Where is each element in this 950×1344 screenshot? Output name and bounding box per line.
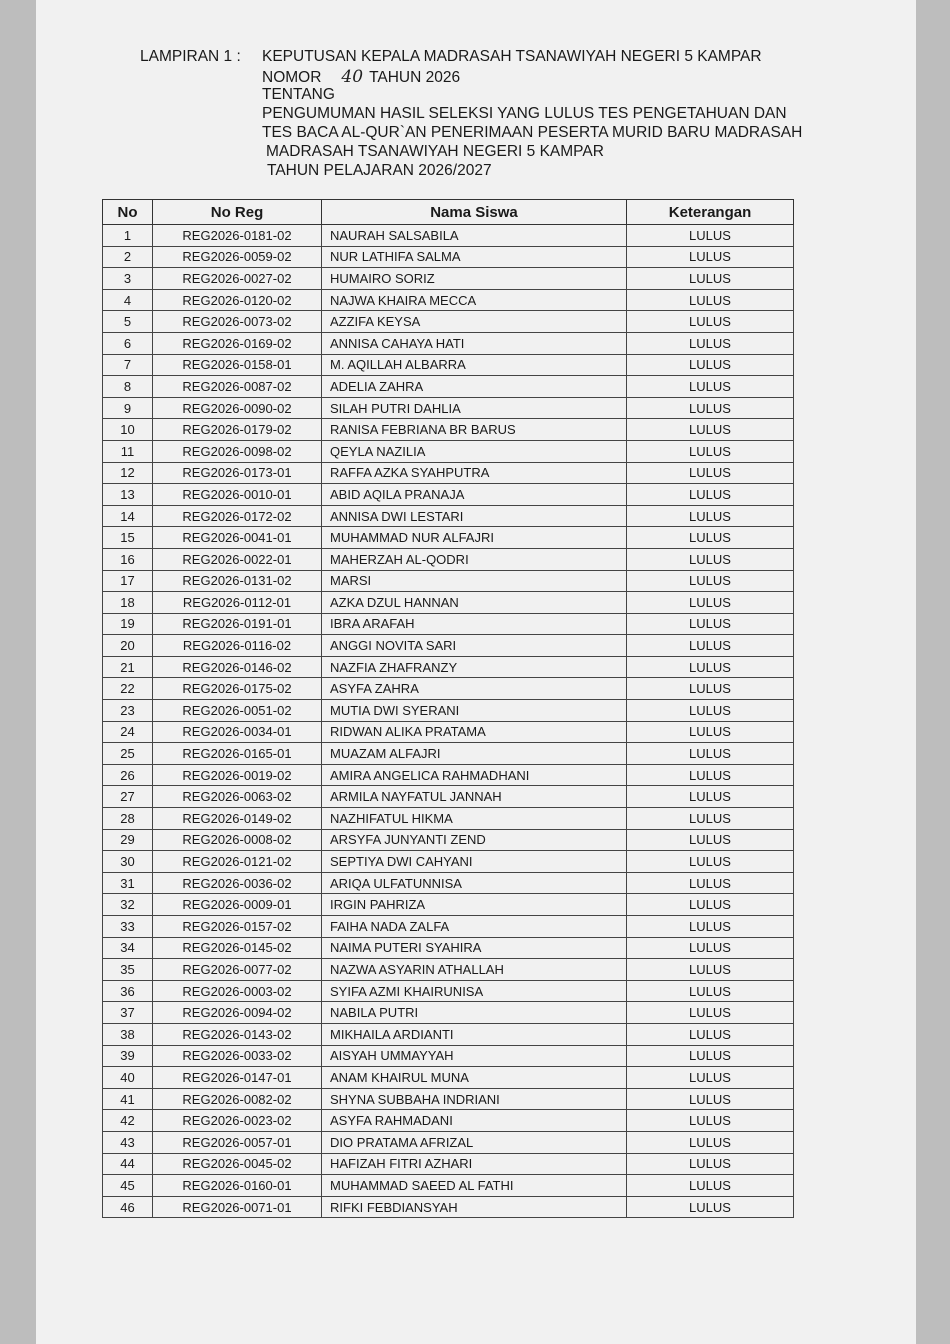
cell-nama-siswa: IBRA ARAFAH: [322, 613, 627, 635]
cell-nama-siswa: NAURAH SALSABILA: [322, 225, 627, 247]
cell-keterangan: LULUS: [627, 1045, 794, 1067]
cell-no-reg: REG2026-0041-01: [153, 527, 322, 549]
table-row: [103, 440, 794, 462]
cell-no-reg: REG2026-0010-01: [153, 484, 322, 506]
cell-nama-siswa: AZKA DZUL HANNAN: [322, 592, 627, 614]
cell-no-reg: REG2026-0036-02: [153, 872, 322, 894]
table-row: [103, 808, 794, 830]
cell-keterangan: LULUS: [627, 419, 794, 441]
table-row: [103, 1023, 794, 1045]
cell-nama-siswa: ANNISA CAHAYA HATI: [322, 332, 627, 354]
subject-line-4: TAHUN PELAJARAN 2026/2027: [267, 162, 492, 179]
cell-no: 12: [103, 462, 153, 484]
cell-no-reg: REG2026-0003-02: [153, 980, 322, 1002]
cell-no-reg: REG2026-0191-01: [153, 613, 322, 635]
cell-keterangan: LULUS: [627, 743, 794, 765]
cell-keterangan: LULUS: [627, 678, 794, 700]
cell-no-reg: REG2026-0175-02: [153, 678, 322, 700]
table-row: [103, 894, 794, 916]
cell-nama-siswa: SEPTIYA DWI CAHYANI: [322, 851, 627, 873]
cell-nama-siswa: M. AQILLAH ALBARRA: [322, 354, 627, 376]
cell-no-reg: REG2026-0121-02: [153, 851, 322, 873]
table-row: [103, 656, 794, 678]
cell-no: 43: [103, 1131, 153, 1153]
cell-nama-siswa: RIDWAN ALIKA PRATAMA: [322, 721, 627, 743]
cell-keterangan: LULUS: [627, 1110, 794, 1132]
cell-no: 1: [103, 225, 153, 247]
cell-no: 6: [103, 332, 153, 354]
cell-keterangan: LULUS: [627, 1131, 794, 1153]
table-row: [103, 678, 794, 700]
cell-keterangan: LULUS: [627, 851, 794, 873]
cell-no-reg: REG2026-0149-02: [153, 808, 322, 830]
cell-no: 36: [103, 980, 153, 1002]
cell-no: 14: [103, 505, 153, 527]
table-row: [103, 700, 794, 722]
document-header: [140, 48, 802, 181]
table-row: [103, 570, 794, 592]
cell-no-reg: REG2026-0157-02: [153, 916, 322, 938]
cell-no-reg: REG2026-0181-02: [153, 225, 322, 247]
cell-nama-siswa: ANGGI NOVITA SARI: [322, 635, 627, 657]
cell-no-reg: REG2026-0094-02: [153, 1002, 322, 1024]
cell-keterangan: LULUS: [627, 1196, 794, 1218]
table-row: [103, 1067, 794, 1089]
table-body: [103, 225, 794, 1218]
table-row: [103, 872, 794, 894]
cell-no-reg: REG2026-0022-01: [153, 548, 322, 570]
cell-nama-siswa: NAZWA ASYARIN ATHALLAH: [322, 959, 627, 981]
table-row: [103, 332, 794, 354]
cell-nama-siswa: NUR LATHIFA SALMA: [322, 246, 627, 268]
cell-keterangan: LULUS: [627, 311, 794, 333]
cell-nama-siswa: MUHAMMAD SAEED AL FATHI: [322, 1175, 627, 1197]
cell-keterangan: LULUS: [627, 635, 794, 657]
cell-nama-siswa: NAIMA PUTERI SYAHIRA: [322, 937, 627, 959]
cell-no-reg: REG2026-0023-02: [153, 1110, 322, 1132]
cell-keterangan: LULUS: [627, 1088, 794, 1110]
cell-no-reg: REG2026-0073-02: [153, 311, 322, 333]
cell-no: 29: [103, 829, 153, 851]
cell-nama-siswa: ASYFA RAHMADANI: [322, 1110, 627, 1132]
cell-keterangan: LULUS: [627, 397, 794, 419]
table-row: [103, 613, 794, 635]
cell-no-reg: REG2026-0160-01: [153, 1175, 322, 1197]
cell-no-reg: REG2026-0172-02: [153, 505, 322, 527]
column-header-no-reg: No Reg: [153, 200, 322, 225]
cell-no: 18: [103, 592, 153, 614]
cell-no-reg: REG2026-0173-01: [153, 462, 322, 484]
cell-no: 10: [103, 419, 153, 441]
cell-no: 2: [103, 246, 153, 268]
cell-keterangan: LULUS: [627, 786, 794, 808]
cell-keterangan: LULUS: [627, 1002, 794, 1024]
cell-keterangan: LULUS: [627, 268, 794, 290]
cell-keterangan: LULUS: [627, 548, 794, 570]
nomor-label: NOMOR: [262, 69, 322, 86]
cell-nama-siswa: MUHAMMAD NUR ALFAJRI: [322, 527, 627, 549]
table-row: [103, 397, 794, 419]
cell-nama-siswa: MAHERZAH AL-QODRI: [322, 548, 627, 570]
table-row: [103, 1196, 794, 1218]
cell-no: 17: [103, 570, 153, 592]
table-row: [103, 743, 794, 765]
cell-no: 23: [103, 700, 153, 722]
table-row: [103, 1110, 794, 1132]
cell-keterangan: LULUS: [627, 808, 794, 830]
subject-line-3: MADRASAH TSANAWIYAH NEGERI 5 KAMPAR: [266, 143, 604, 160]
cell-keterangan: LULUS: [627, 829, 794, 851]
tahun-text: TAHUN 2026: [369, 69, 461, 86]
cell-no-reg: REG2026-0009-01: [153, 894, 322, 916]
cell-no: 24: [103, 721, 153, 743]
cell-no-reg: REG2026-0116-02: [153, 635, 322, 657]
cell-no-reg: REG2026-0071-01: [153, 1196, 322, 1218]
cell-keterangan: LULUS: [627, 1067, 794, 1089]
cell-nama-siswa: ARMILA NAYFATUL JANNAH: [322, 786, 627, 808]
cell-no: 41: [103, 1088, 153, 1110]
cell-no: 13: [103, 484, 153, 506]
cell-no: 8: [103, 376, 153, 398]
table-row: [103, 937, 794, 959]
cell-nama-siswa: ANNISA DWI LESTARI: [322, 505, 627, 527]
cell-no: 45: [103, 1175, 153, 1197]
cell-no: 16: [103, 548, 153, 570]
cell-no: 30: [103, 851, 153, 873]
cell-no-reg: REG2026-0090-02: [153, 397, 322, 419]
cell-no: 25: [103, 743, 153, 765]
cell-no-reg: REG2026-0045-02: [153, 1153, 322, 1175]
cell-no: 19: [103, 613, 153, 635]
cell-nama-siswa: AZZIFA KEYSA: [322, 311, 627, 333]
table-row: [103, 376, 794, 398]
cell-nama-siswa: NAZFIA ZHAFRANZY: [322, 656, 627, 678]
table-row: [103, 786, 794, 808]
cell-no-reg: REG2026-0087-02: [153, 376, 322, 398]
table-row: [103, 829, 794, 851]
cell-no: 7: [103, 354, 153, 376]
table-row: [103, 484, 794, 506]
cell-nama-siswa: FAIHA NADA ZALFA: [322, 916, 627, 938]
cell-keterangan: LULUS: [627, 484, 794, 506]
cell-nama-siswa: SHYNA SUBBAHA INDRIANI: [322, 1088, 627, 1110]
cell-keterangan: LULUS: [627, 376, 794, 398]
cell-no: 42: [103, 1110, 153, 1132]
cell-no: 35: [103, 959, 153, 981]
cell-no-reg: REG2026-0143-02: [153, 1023, 322, 1045]
cell-nama-siswa: ARSYFA JUNYANTI ZEND: [322, 829, 627, 851]
cell-keterangan: LULUS: [627, 592, 794, 614]
table-row: [103, 1045, 794, 1067]
cell-no: 21: [103, 656, 153, 678]
table-row: [103, 635, 794, 657]
table-row: [103, 289, 794, 311]
table-row: [103, 1131, 794, 1153]
cell-keterangan: LULUS: [627, 700, 794, 722]
cell-nama-siswa: ABID AQILA PRANAJA: [322, 484, 627, 506]
cell-no: 37: [103, 1002, 153, 1024]
cell-no: 44: [103, 1153, 153, 1175]
cell-nama-siswa: RAFFA AZKA SYAHPUTRA: [322, 462, 627, 484]
cell-keterangan: LULUS: [627, 1023, 794, 1045]
cell-no: 22: [103, 678, 153, 700]
cell-no-reg: REG2026-0059-02: [153, 246, 322, 268]
cell-nama-siswa: HUMAIRO SORIZ: [322, 268, 627, 290]
table-row: [103, 851, 794, 873]
cell-keterangan: LULUS: [627, 613, 794, 635]
table-row: [103, 1175, 794, 1197]
cell-no-reg: REG2026-0082-02: [153, 1088, 322, 1110]
cell-keterangan: LULUS: [627, 462, 794, 484]
tentang-label: TENTANG: [262, 86, 335, 103]
cell-keterangan: LULUS: [627, 894, 794, 916]
table-row: [103, 548, 794, 570]
cell-nama-siswa: DIO PRATAMA AFRIZAL: [322, 1131, 627, 1153]
cell-no-reg: REG2026-0146-02: [153, 656, 322, 678]
cell-keterangan: LULUS: [627, 980, 794, 1002]
results-table: [102, 199, 794, 1218]
cell-nama-siswa: MARSI: [322, 570, 627, 592]
cell-no-reg: REG2026-0077-02: [153, 959, 322, 981]
cell-no: 4: [103, 289, 153, 311]
table-row: [103, 268, 794, 290]
cell-keterangan: LULUS: [627, 440, 794, 462]
cell-no-reg: REG2026-0057-01: [153, 1131, 322, 1153]
cell-no-reg: REG2026-0145-02: [153, 937, 322, 959]
cell-no: 3: [103, 268, 153, 290]
table-row: [103, 1088, 794, 1110]
cell-nama-siswa: MUTIA DWI SYERANI: [322, 700, 627, 722]
cell-no-reg: REG2026-0147-01: [153, 1067, 322, 1089]
cell-no-reg: REG2026-0051-02: [153, 700, 322, 722]
subject-line-2: TES BACA AL-QUR`AN PENERIMAAN PESERTA MURID BARU MADRASAH: [262, 124, 803, 141]
cell-nama-siswa: NAJWA KHAIRA MECCA: [322, 289, 627, 311]
cell-no-reg: REG2026-0165-01: [153, 743, 322, 765]
cell-no: 11: [103, 440, 153, 462]
cell-no-reg: REG2026-0027-02: [153, 268, 322, 290]
cell-no: 34: [103, 937, 153, 959]
cell-no: 46: [103, 1196, 153, 1218]
decree-title: KEPUTUSAN KEPALA MADRASAH TSANAWIYAH NEGERI 5 KAMPAR: [262, 48, 762, 65]
cell-keterangan: LULUS: [627, 959, 794, 981]
cell-no: 39: [103, 1045, 153, 1067]
cell-keterangan: LULUS: [627, 289, 794, 311]
header-title-row: [140, 48, 802, 67]
cell-nama-siswa: SILAH PUTRI DAHLIA: [322, 397, 627, 419]
cell-no-reg: REG2026-0112-01: [153, 592, 322, 614]
cell-no: 32: [103, 894, 153, 916]
table-row: [103, 419, 794, 441]
cell-no-reg: REG2026-0120-02: [153, 289, 322, 311]
table-row: [103, 1153, 794, 1175]
cell-nama-siswa: NAZHIFATUL HIKMA: [322, 808, 627, 830]
cell-no-reg: REG2026-0008-02: [153, 829, 322, 851]
cell-no-reg: REG2026-0034-01: [153, 721, 322, 743]
nomor-row: [140, 67, 802, 86]
cell-no-reg: REG2026-0063-02: [153, 786, 322, 808]
table-row: [103, 592, 794, 614]
cell-keterangan: LULUS: [627, 764, 794, 786]
cell-nama-siswa: ASYFA ZAHRA: [322, 678, 627, 700]
table-row: [103, 225, 794, 247]
cell-no: 15: [103, 527, 153, 549]
cell-keterangan: LULUS: [627, 246, 794, 268]
table-row: [103, 527, 794, 549]
cell-no-reg: REG2026-0019-02: [153, 764, 322, 786]
cell-keterangan: LULUS: [627, 656, 794, 678]
table-row: [103, 916, 794, 938]
cell-no: 20: [103, 635, 153, 657]
cell-nama-siswa: HAFIZAH FITRI AZHARI: [322, 1153, 627, 1175]
cell-keterangan: LULUS: [627, 225, 794, 247]
cell-no: 38: [103, 1023, 153, 1045]
table-row: [103, 1002, 794, 1024]
cell-nama-siswa: IRGIN PAHRIZA: [322, 894, 627, 916]
cell-no-reg: REG2026-0098-02: [153, 440, 322, 462]
cell-no-reg: REG2026-0169-02: [153, 332, 322, 354]
cell-no: 26: [103, 764, 153, 786]
cell-no: 5: [103, 311, 153, 333]
cell-keterangan: LULUS: [627, 1175, 794, 1197]
cell-no: 31: [103, 872, 153, 894]
cell-no-reg: REG2026-0179-02: [153, 419, 322, 441]
cell-no: 33: [103, 916, 153, 938]
cell-no: 28: [103, 808, 153, 830]
cell-keterangan: LULUS: [627, 570, 794, 592]
table-row: [103, 311, 794, 333]
cell-keterangan: LULUS: [627, 872, 794, 894]
table-header-row: [103, 200, 794, 225]
cell-nama-siswa: MIKHAILA ARDIANTI: [322, 1023, 627, 1045]
table-row: [103, 980, 794, 1002]
column-header-no: No: [103, 200, 153, 225]
cell-keterangan: LULUS: [627, 527, 794, 549]
cell-nama-siswa: QEYLA NAZILIA: [322, 440, 627, 462]
column-header-keterangan: Keterangan: [627, 200, 794, 225]
cell-nama-siswa: NABILA PUTRI: [322, 1002, 627, 1024]
cell-keterangan: LULUS: [627, 1153, 794, 1175]
cell-keterangan: LULUS: [627, 332, 794, 354]
cell-keterangan: LULUS: [627, 937, 794, 959]
cell-nama-siswa: ARIQA ULFATUNNISA: [322, 872, 627, 894]
cell-nama-siswa: AISYAH UMMAYYAH: [322, 1045, 627, 1067]
cell-nama-siswa: RANISA FEBRIANA BR BARUS: [322, 419, 627, 441]
cell-nama-siswa: ANAM KHAIRUL MUNA: [322, 1067, 627, 1089]
cell-no-reg: REG2026-0033-02: [153, 1045, 322, 1067]
lampiran-label: LAMPIRAN 1 :: [140, 48, 241, 65]
subject-line-1: PENGUMUMAN HASIL SELEKSI YANG LULUS TES PENGETAHUAN DAN: [262, 105, 787, 122]
table-row: [103, 764, 794, 786]
table-row: [103, 721, 794, 743]
cell-no: 9: [103, 397, 153, 419]
cell-no-reg: REG2026-0158-01: [153, 354, 322, 376]
cell-no: 27: [103, 786, 153, 808]
cell-keterangan: LULUS: [627, 721, 794, 743]
cell-keterangan: LULUS: [627, 916, 794, 938]
nomor-handwritten-number: 40: [341, 67, 364, 87]
cell-nama-siswa: SYIFA AZMI KHAIRUNISA: [322, 980, 627, 1002]
table-row: [103, 354, 794, 376]
column-header-nama-siswa: Nama Siswa: [322, 200, 627, 225]
cell-no: 40: [103, 1067, 153, 1089]
cell-keterangan: LULUS: [627, 354, 794, 376]
table-row: [103, 505, 794, 527]
cell-nama-siswa: AMIRA ANGELICA RAHMADHANI: [322, 764, 627, 786]
cell-keterangan: LULUS: [627, 505, 794, 527]
table-row: [103, 462, 794, 484]
cell-no-reg: REG2026-0131-02: [153, 570, 322, 592]
cell-nama-siswa: ADELIA ZAHRA: [322, 376, 627, 398]
table-row: [103, 959, 794, 981]
cell-nama-siswa: RIFKI FEBDIANSYAH: [322, 1196, 627, 1218]
cell-nama-siswa: MUAZAM ALFAJRI: [322, 743, 627, 765]
table-row: [103, 246, 794, 268]
